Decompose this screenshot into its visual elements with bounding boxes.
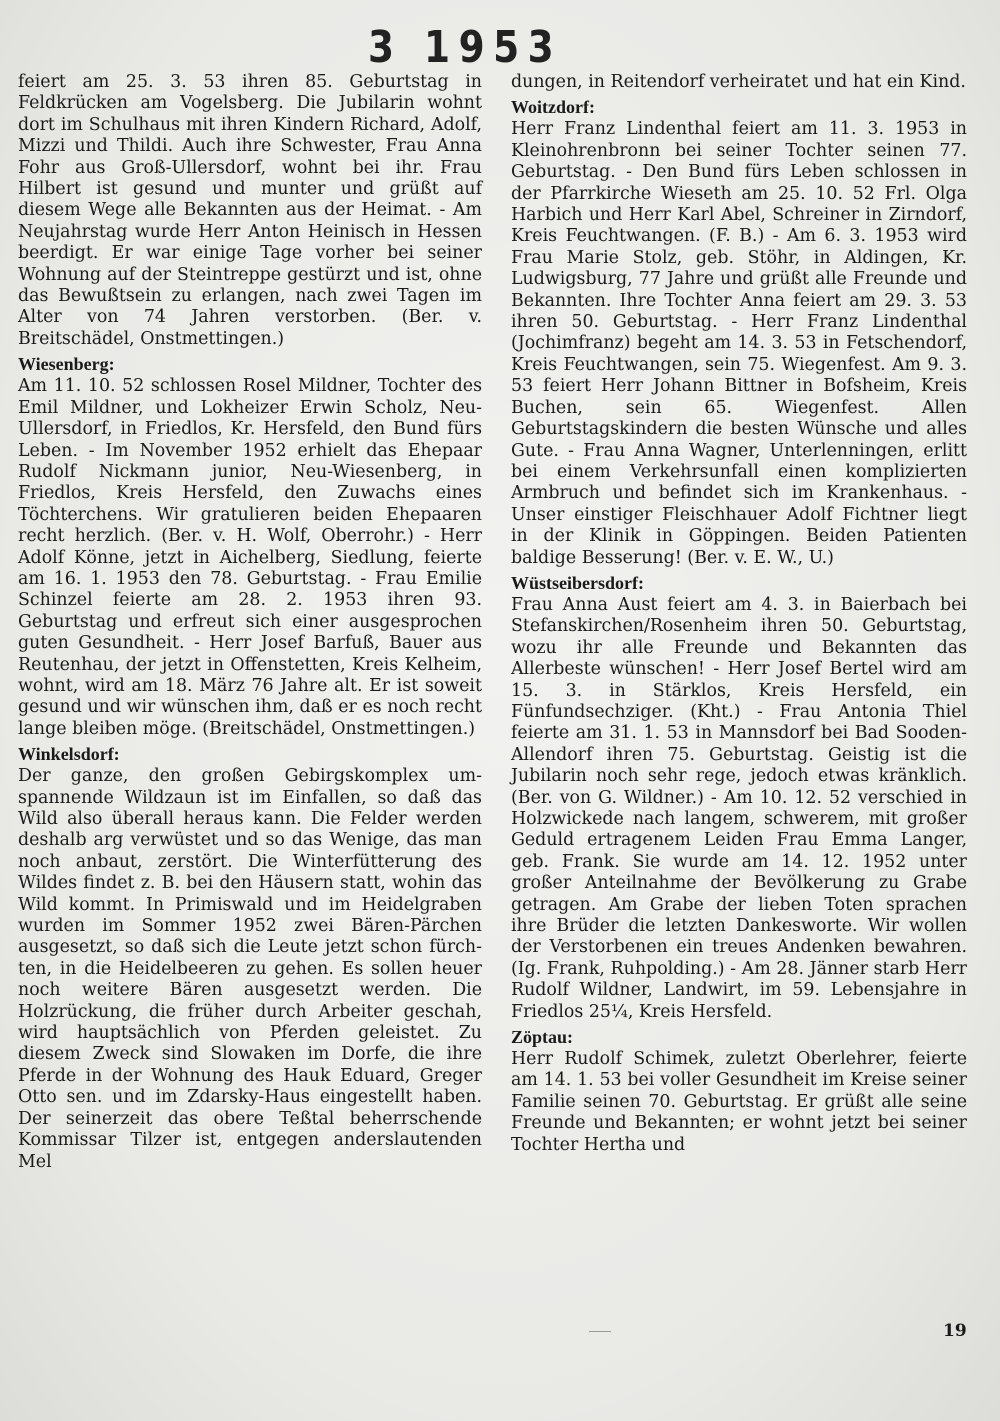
article-paragraph: Frau Anna Aust feiert am 4. 3. in Baierbach bei Stefanskirchen/Rosenheim ihren 50. Geburtstag, wozu ihr alle Freunde und Bekannten das Allerbeste wünschen! - Herr Josef Bertel wird am 15. 3. in Stärklos, Kreis Hersfeld, ein Fünfundsechziger. (Kht.) - Frau Antonia Thiel feierte am 31. 1. 53 in Mannsdorf bei Bad Sooden-Allendorf ihren 75. Geburtstag. Geistig ist die Jubilarin noch sehr rege, jedoch etwas kränklich. (Ber. von G. Wildner.) - Am 10. 12. 52 verschied in Holzwickede nach langem, schwerem, mit großer Geduld ertragenem Leiden Frau Emma Langer, geb. Frank. Sie wurde am 14. 12. 1952 unter großer Anteilnahme der Bevölkerung zu Grabe getragen. Am Grabe der lieben Toten sprachen ihre Brüder die letzten Dankesworte. Wir wollen der Verstorbenen ein treues Andenken bewahren. (Ig. Frank, Ruhpolding.) - Am 28. Jänner starb Herr Rudolf Wildner, Landwirt, im 59. Lebensjahre in Friedlos 25¼, Kreis Hersfeld. bbox=[511, 594, 967, 1022]
issue-stamp: 3 1953 bbox=[368, 22, 563, 73]
article-paragraph: Der ganze, den großen Gebirgskomplex umspannende Wildzaun ist im Einfallen, so daß das Wild also überall heraus kann. Die Felder werden deshalb arg verwüstet und so das Wenige, das man noch anbaut, zerstört. Die Winterfütterung des Wildes findet z. B. bei den Häusern statt, wohin das Wild kommt. In Primiswald und im Heidelgraben wurden im Sommer 1952 zwei Bären-Pärchen ausgesetzt, so daß sich die Leute jetzt schon fürchten, in die Heidelbeeren zu gehen. Es sollen heuer noch weitere Bären ausgesetzt werden. Die Holzrückung, die früher durch Arbeiter geschah, wird hauptsächlich von Pferden geleistet. Zu diesem Zweck sind Slowaken im Dorfe, die ihre Pferde in der Wohnung des Hauk Eduard, Greger Otto sen. und im Zdarsky-Haus eingestellt haben. Der seinerzeit das obere Teßtal beherrschende Kommissar Tilzer ist, entgegen anderslautenden Mel bbox=[18, 766, 482, 1172]
article-paragraph: dungen, in Reitendorf verheiratet und hat ein Kind. bbox=[511, 72, 966, 92]
right-column bbox=[511, 72, 967, 1156]
article-paragraph: Herr Franz Lindenthal feiert am 11. 3. 1953 in Kleinohrenbronn bei seiner Tochter seinen 77. Geburtstag. - Den Bund fürs Leben schlossen in der Pfarrkirche Wieseth am 25. 10. 52 Frl. Olga Harbich und Herr Karl Abel, Schreiner in Zirndorf, Kreis Feuchtwangen. (F. B.) - Am 6. 3. 1953 wird Frau Marie Stolz, geb. Stöhr, in Aldingen, Kr. Ludwigsburg, 77 Jahre und grüßt alle Freunde und Bekannten. Ihre Tochter Anna feiert am 29. 3. 53 ihren 50. Geburtstag. - Herr Franz Lindenthal (Jochimfranz) begeht am 14. 3. 53 in Fetschendorf, Kreis Feuchtwangen, sein 75. Wiegenfest. Am 9. 3. 53 feiert Herr Johann Bittner in Bofsheim, Kreis Buchen, sein 65. Wiegenfest. Allen Geburtstagskindern die besten Wünsche und alles Gute. - Frau Anna Wagner, Unterlenningen, erlitt bei einem Verkehrsunfall einen komplizierten Armbruch und befindet sich im Krankenhaus. - Unser einstiger Fleischhauer Adolf Fichtner liegt in der Klinik in Göppingen. Beiden Patienten baldige Besserung! (Ber. v. E. W., U.) bbox=[511, 119, 967, 568]
article-paragraph: feiert am 25. 3. 53 ihren 85. Geburtstag in Feldkrücken am Vogelsberg. Die Jubilarin wohnt dort im Schulhaus mit ihren Kindern Richard, Adolf, Mizzi und Thildi. Auch ihre Schwester, Frau Anna Fohr aus Groß-Ullersdorf, wohnt bei ihr. Frau Hilbert ist gesund und munter und grüßt auf diesem Wege alle Bekannten aus der Heimat. - Am Neujahrstag wurde Herr Anton Heinisch in Hessen beerdigt. Er war einige Tage vorher bei seiner Wohnung auf der Steintreppe gestürzt und ist, ohne das Bewußtsein zu erlangen, nach zwei Tagen im Alter von 74 Jahren verstorben. (Ber. v. Breitschädel, Onstmettingen.) bbox=[18, 72, 482, 349]
section-heading-winkelsdorf: Winkelsdorf: bbox=[18, 744, 120, 765]
page-number: 19 bbox=[943, 1321, 967, 1341]
printer-mark bbox=[589, 1331, 611, 1332]
section-heading-wiesenberg: Wiesenberg: bbox=[18, 354, 115, 375]
article-paragraph: Am 11. 10. 52 schlossen Rosel Mildner, Tochter des Emil Mildner, und Lokheizer Erwin Scholz, Neu-Ullersdorf, in Friedlos, Kr. Hersfeld, den Bund fürs Leben. - Im November 1952 erhielt das Ehepaar Rudolf Nickmann junior, Neu-Wiesenberg, in Friedlos, Kreis Hersfeld, den Zuwachs eines Töchterchens. Wir gratulieren beiden Ehepaaren recht herzlich. (Ber. v. H. Wolf, Oberrohr.) - Herr Adolf Könne, jetzt in Aichelberg, Siedlung, feierte am 16. 1. 1953 den 78. Geburtstag. - Frau Emilie Schinzel feierte am 28. 2. 1953 ihren 93. Geburtstag und erfreut sich einer ausgesprochen guten Gesundheit. - Herr Josef Barfuß, Bauer aus Reutenhau, der jetzt in Offenstetten, Kreis Kelheim, wohnt, wird am 18. März 76 Jahre alt. Er ist soweit gesund und wir wünschen ihm, daß er es noch recht lange bleiben möge. (Breitschädel, Onstmettingen.) bbox=[18, 376, 482, 739]
article-paragraph: Herr Rudolf Schimek, zuletzt Oberlehrer, feierte am 14. 1. 53 bei voller Gesundheit im Kreise seiner Familie seinen 70. Geburtstag. Er grüßt alle seine Freunde und Bekannten; er wohnt jetzt bei seiner Tochter Hertha und bbox=[511, 1049, 967, 1155]
section-heading-zoeptau: Zöptau: bbox=[511, 1027, 574, 1048]
section-heading-wuestseibersdorf: Wüstseibersdorf: bbox=[511, 572, 644, 593]
left-column bbox=[18, 72, 482, 1173]
section-heading-woitzdorf: Woitzdorf: bbox=[511, 97, 595, 118]
